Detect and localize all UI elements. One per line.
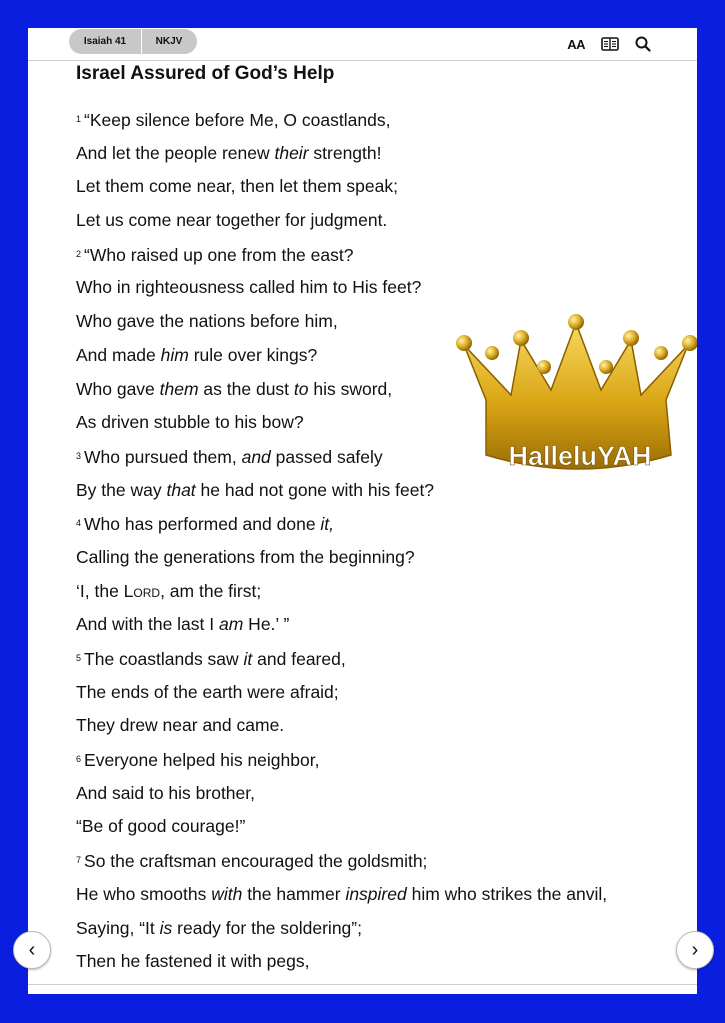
verse-text-run: As driven stubble to his bow? — [76, 412, 304, 433]
verse-line-start — [76, 507, 691, 541]
verse-text — [76, 103, 691, 979]
verse-text-run: Everyone helped his neighbor, — [84, 750, 320, 771]
verse-text-run: with — [211, 883, 243, 904]
bottom-divider — [28, 984, 697, 985]
verse-text-run: strength! — [308, 142, 382, 163]
verse-text-run: his sword, — [308, 378, 393, 399]
text-size-icon[interactable] — [567, 33, 585, 55]
verse-line — [76, 810, 691, 844]
verse-text-run: Let them come near, then let them speak; — [76, 176, 398, 197]
verse-line — [76, 271, 691, 305]
verse-text-run: Lord — [123, 580, 161, 601]
verse-number[interactable]: 5 — [76, 653, 82, 663]
verse-text-run: their — [274, 142, 309, 163]
verse-text-run: And made — [76, 344, 161, 365]
verse-text-run: and — [241, 446, 271, 467]
verse-line — [76, 575, 691, 609]
verse-text-run: it — [243, 649, 253, 669]
verse-text-run: “Keep silence before Me, O coastlands, — [84, 110, 391, 130]
verse-text-run: passed safely — [270, 446, 383, 467]
verse-text-run: Who pursued them, — [84, 446, 242, 467]
toolbar-actions — [567, 33, 651, 55]
verse-line — [76, 945, 691, 979]
verse-number[interactable]: 3 — [76, 450, 82, 461]
chevron-right-icon: › — [691, 938, 699, 961]
verse-text-run: “Who raised up one from the east? — [84, 244, 354, 265]
verse-line — [76, 912, 691, 946]
verse-number[interactable]: 2 — [76, 248, 82, 259]
verse-number[interactable]: 7 — [76, 855, 82, 866]
section-heading: Israel Assured of God’s Help — [76, 63, 335, 84]
verse-text-run: The coastlands saw — [84, 649, 244, 669]
verse-text-run: as the dust — [198, 378, 294, 399]
verse-text-run: Who gave the nations before him, — [76, 311, 338, 332]
verse-text-run: to — [293, 378, 309, 399]
previous-chapter-button[interactable] — [13, 931, 51, 969]
verse-text-run: , am the first; — [160, 580, 262, 601]
verse-text-run: Who has performed and done — [84, 514, 321, 535]
verse-line-start — [76, 743, 691, 777]
verse-line-start — [76, 238, 691, 272]
verse-line — [76, 137, 691, 171]
verse-text-run: it, — [320, 514, 335, 535]
verse-text-run: him — [160, 344, 189, 365]
verse-text-run: ready for the soldering”; — [172, 917, 362, 938]
book-icon[interactable] — [601, 33, 619, 55]
verse-text-run: Who gave — [76, 378, 160, 399]
verse-text-run: Calling the generations from the beginning? — [76, 546, 415, 567]
verse-line — [76, 204, 691, 238]
verse-number[interactable]: 6 — [76, 754, 82, 765]
passage-selector[interactable] — [69, 29, 197, 54]
verse-line — [76, 541, 691, 575]
verse-text-run: Let us come near together for judgment. — [76, 210, 388, 231]
verse-text-run: Saying, “It — [76, 917, 160, 938]
verse-line-start — [76, 844, 691, 878]
verse-line — [76, 676, 691, 710]
verse-text-run: And said to his brother, — [76, 782, 255, 803]
search-icon[interactable] — [635, 33, 651, 55]
verse-text-run: them — [159, 378, 199, 399]
reader-page — [28, 28, 697, 994]
verse-text-run: that — [166, 479, 196, 500]
verse-line — [76, 777, 691, 811]
verse-text-run: And let the people renew — [76, 142, 275, 163]
verse-line — [76, 170, 691, 204]
top-toolbar — [28, 28, 697, 61]
verse-text-run: “Be of good courage!” — [76, 816, 246, 837]
verse-text-run: Who in righteousness called him to His feet? — [76, 277, 422, 298]
crown-text: HalleluYAH — [508, 441, 652, 471]
verse-text-run: So the craftsman encouraged the goldsmith; — [84, 851, 428, 872]
verse-text-run: By the way — [76, 479, 167, 500]
verse-line-start — [76, 103, 691, 137]
verse-text-run: The ends of the earth were afraid; — [76, 681, 339, 702]
verse-number[interactable]: 1 — [76, 114, 82, 124]
verse-text-run: am — [219, 614, 244, 635]
verse-text-run: and feared, — [252, 649, 346, 669]
next-chapter-button[interactable] — [676, 931, 714, 969]
verse-number[interactable]: 4 — [76, 518, 82, 529]
book-chapter-button[interactable]: Isaiah 41 — [83, 36, 127, 47]
version-button[interactable]: NKJV — [155, 36, 183, 47]
verse-text-run: is — [159, 917, 173, 938]
verse-line-start — [76, 642, 691, 676]
verse-text-run: inspired — [345, 883, 407, 904]
verse-text-run: He.’ ” — [243, 614, 290, 635]
chevron-left-icon: ‹ — [28, 938, 36, 961]
verse-text-run: He who smooths — [76, 883, 212, 904]
text-size-label: AA — [567, 36, 585, 52]
verse-text-run: rule over kings? — [188, 344, 318, 365]
verse-text-run: ‘I, the — [76, 580, 124, 601]
verse-text-run: They drew near and came. — [76, 715, 285, 736]
crown-image — [456, 305, 697, 480]
verse-text-run: the hammer — [242, 883, 346, 904]
verse-text-run: Then he fastened it with pegs, — [76, 951, 310, 972]
verse-text-run: And with the last I — [76, 614, 219, 635]
verse-text-run: him who strikes the anvil, — [406, 883, 608, 904]
verse-line — [76, 608, 691, 642]
verse-text-run: he had not gone with his feet? — [195, 479, 435, 500]
verse-line — [76, 878, 691, 912]
verse-line — [76, 709, 691, 743]
